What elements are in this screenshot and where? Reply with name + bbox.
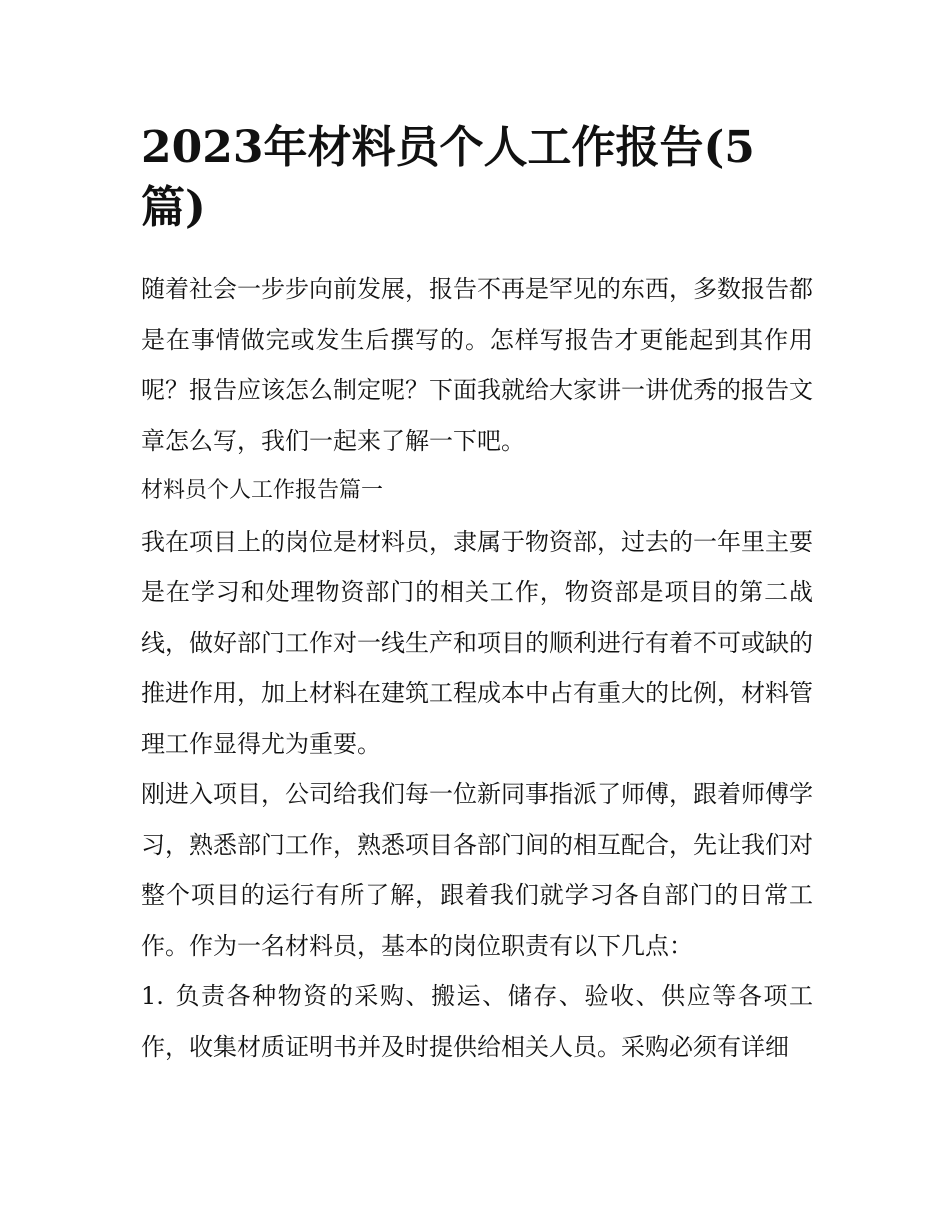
body-paragraph-1: 我在项目上的岗位是材料员，隶属于物资部，过去的一年里主要是在学习和处理物资部门的相关工作，物资部是项目的第二战线，做好部门工作对一线生产和项目的顺利进行有着不可或缺的推进作用，加上材料在建筑工程成本中占有重大的比例，材料管理工作显得尤为重要。 xyxy=(141,527,813,758)
intro-paragraph: 随着社会一步步向前发展，报告不再是罕见的东西，多数报告都是在事情做完或发生后撰写的。怎样写报告才更能起到其作用呢？报告应该怎么制定呢？下面我就给大家讲一讲优秀的报告文章怎么写，我们一起来了解一下吧。 xyxy=(141,275,813,455)
body-paragraph-2: 刚进入项目，公司给我们每一位新同事指派了师傅，跟着师傅学习，熟悉部门工作，熟悉项目各部门间的相互配合，先让我们对整个项目的运行有所了解，跟着我们就学习各自部门的日常工作。作为一名材料员，基本的岗位职责有以下几点： xyxy=(141,780,813,960)
list-item-1 xyxy=(141,971,813,1072)
document-title: 2023年材料员个人工作报告(5篇) xyxy=(141,122,755,233)
section-heading: 材料员个人工作报告篇一 xyxy=(141,478,384,503)
list-item-text: 负责各种物资的采购、搬运、储存、验收、供应等各项工作，收集材质证明书并及时提供给相关人员。采购必须有详细 xyxy=(141,982,813,1061)
list-item-number: 1. xyxy=(141,982,164,1010)
document-page xyxy=(141,118,813,1072)
